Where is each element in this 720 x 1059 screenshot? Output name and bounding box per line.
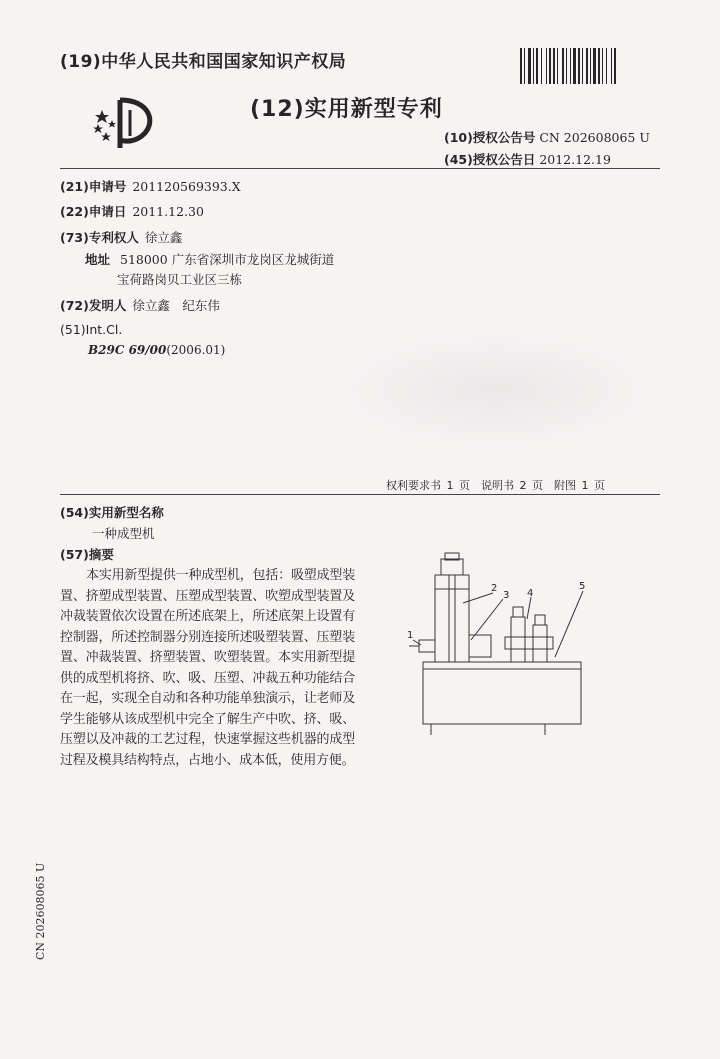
application-number-label: (21)申请号: [60, 179, 127, 194]
address-line-1: 518000 广东省深圳市龙岗区龙城街道: [120, 252, 335, 267]
header-divider: [60, 168, 660, 169]
publication-number: CN 202608065 U: [539, 130, 650, 145]
inventor-label: (72)发明人: [60, 298, 127, 313]
inventors: 徐立鑫 纪东伟: [132, 298, 220, 313]
publication-number-label: (10)授权公告号: [444, 130, 536, 145]
publication-number-row: [444, 128, 650, 146]
drawing-label: 2: [491, 583, 498, 594]
issuing-office: (19)中华人民共和国国家知识产权局: [60, 52, 347, 72]
application-number: 201120569393.X: [132, 179, 241, 194]
drawing-label: 4: [527, 588, 534, 599]
drawing-label: 1: [407, 630, 414, 641]
barcode: [520, 48, 645, 84]
ipc-version: (2006.01): [166, 343, 226, 357]
application-number-row: [60, 177, 241, 195]
publication-date: 2012.12.19: [539, 152, 611, 167]
bleed-through-shadow: [330, 330, 660, 450]
page-count: 权利要求书 1 页 说明书 2 页 附图 1 页: [386, 479, 605, 492]
abstract-label: (57)摘要: [60, 547, 114, 562]
address-label: 地址: [85, 252, 111, 267]
inventor-row: [60, 296, 220, 314]
column-unit: [435, 575, 469, 662]
utility-model-title: 一种成型机: [92, 526, 155, 541]
ipc-code: B29C 69/00: [88, 343, 167, 357]
title-label: (54)实用新型名称: [60, 505, 164, 520]
publication-date-label: (45)授权公告日: [444, 152, 536, 167]
machine-drawing: [405, 545, 605, 825]
address-line-2: 宝荷路岗贝工业区三栋: [117, 272, 243, 287]
application-date: 2011.12.30: [132, 204, 204, 219]
drawing-label: 5: [579, 581, 586, 592]
patentee-label: (73)专利权人: [60, 230, 139, 245]
application-date-row: [60, 202, 204, 220]
base-frame: [423, 662, 581, 724]
ipc-classification: [88, 343, 225, 357]
address-row: [85, 250, 334, 268]
side-publication-number: CN 202608065 U: [34, 862, 47, 960]
patentee: 徐立鑫: [144, 230, 183, 245]
abstract-text: 本实用新型提供一种成型机，包括：吸塑成型装置、挤塑成型装置、压塑成型装置、吹塑成型装置及冲裁装置依次设置在所述底架上，所述底架上设置有控制器，所述控制器分别连接所述吸塑装置、压塑装置、冲裁装置、挤塑装置、吹塑装置。本实用新型提供的成型机将挤、吹、吸、压塑、冲裁五种功能结合在一起，实现全自动和各种功能单独演示，让老师及学生能够从该成型机中完全了解生产中吹、挤、吸、压塑以及冲裁的工艺过程，快速掌握这些机器的成型过程及模具结构特点，占地小、成本低，使用方便。: [60, 568, 355, 768]
publication-date-row: [444, 150, 611, 168]
drawing-label: 3: [503, 590, 510, 601]
patentee-row: [60, 228, 182, 246]
cnipa-logo-icon: [92, 92, 160, 152]
application-date-label: (22)申请日: [60, 204, 127, 219]
body-divider: [60, 494, 660, 495]
ipc-label: (51)Int.Cl.: [60, 322, 123, 337]
document-type: (12)实用新型专利: [250, 97, 443, 122]
